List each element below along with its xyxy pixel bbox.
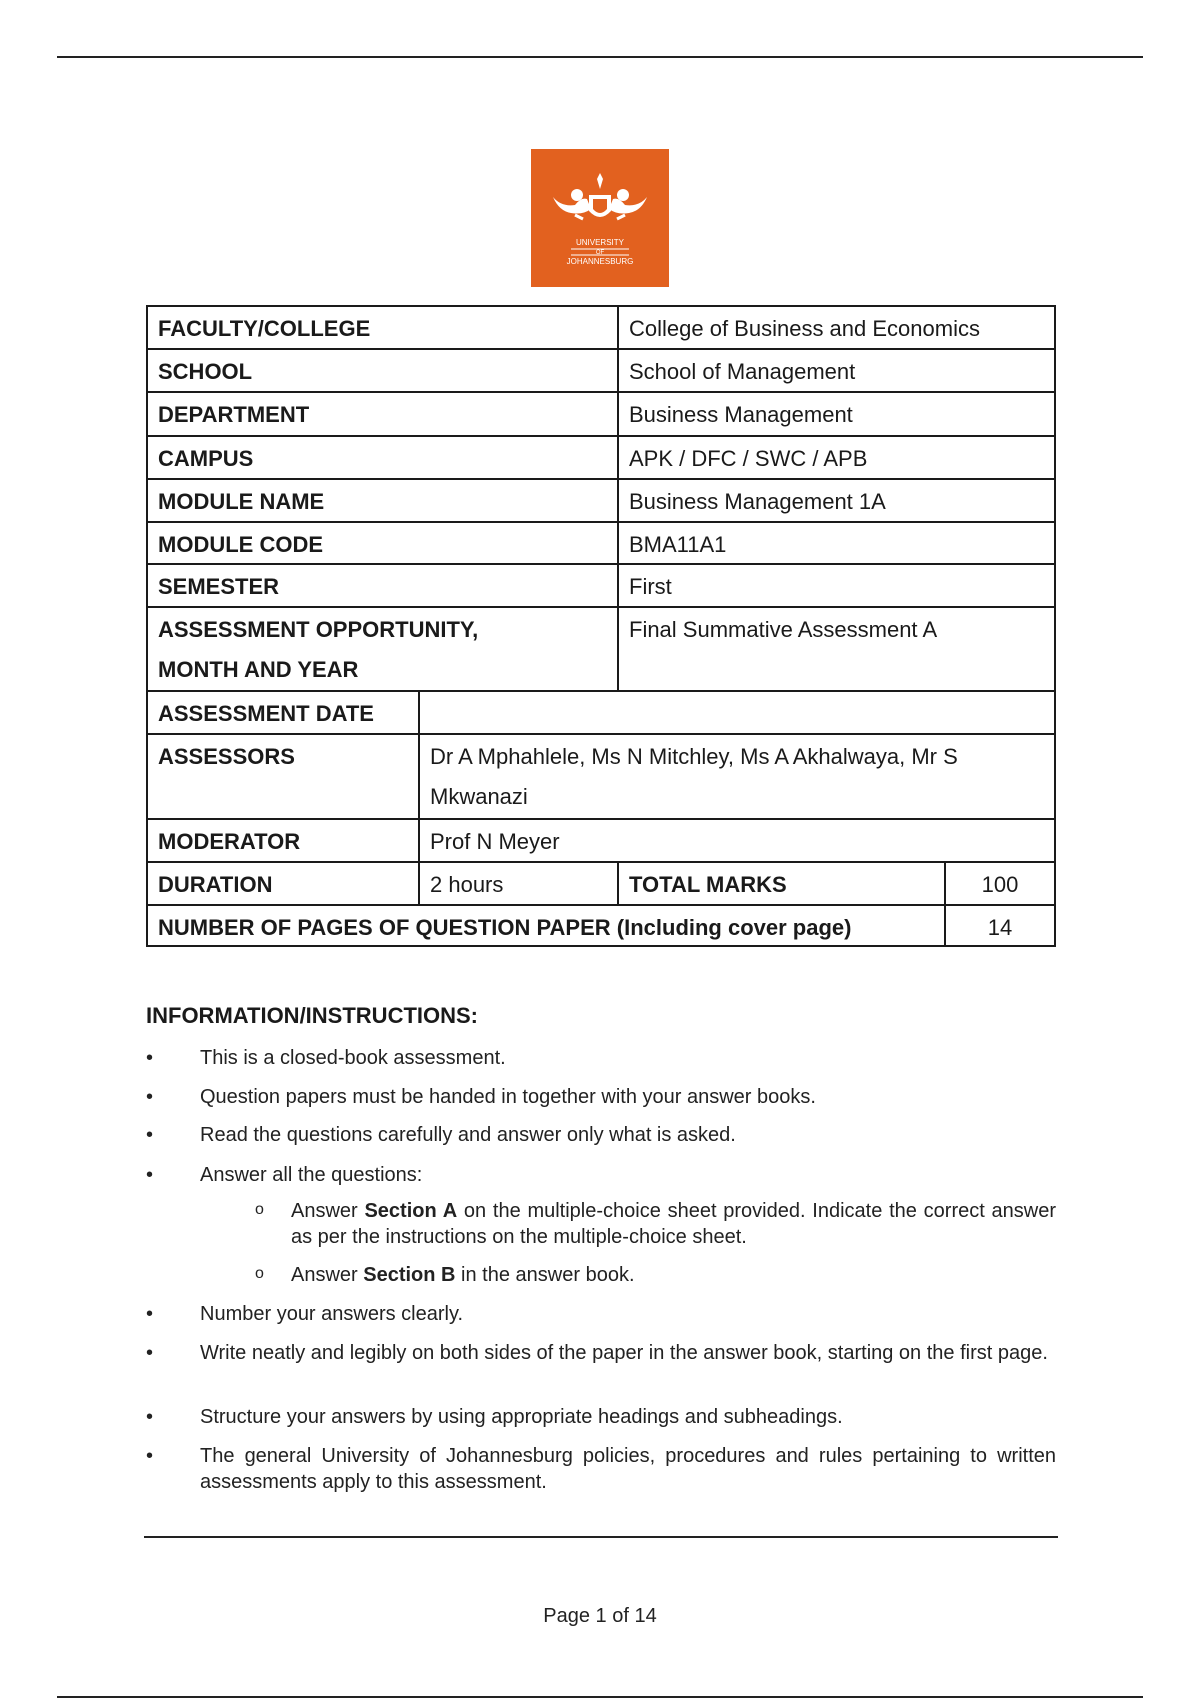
sub-b-post: in the answer book. (455, 1264, 635, 1286)
school-value: School of Management (629, 359, 856, 384)
moderator-label: MODERATOR (158, 829, 301, 854)
instruction-text: Write neatly and legibly on both sides of the paper in the answer book, starting on the first page. (200, 1342, 1048, 1364)
assessment-details-table (146, 305, 1056, 947)
sub-bullet: o (255, 1201, 264, 1218)
duration-value: 2 hours (430, 872, 504, 897)
sub-instruction-text (291, 1198, 1056, 1250)
module-code-label: MODULE CODE (158, 532, 323, 557)
opportunity-label-line2: MONTH AND YEAR (158, 657, 359, 682)
logo-line3: JOHANNESBURG (566, 257, 634, 266)
faculty-label: FACULTY/COLLEGE (158, 316, 371, 341)
top-rule (57, 56, 1143, 58)
sub-bullet: o (255, 1265, 264, 1282)
pages-label: NUMBER OF PAGES OF QUESTION PAPER (Including cover page) (158, 915, 852, 940)
bullet: • (146, 1124, 154, 1146)
sub-b-bold: Section B (363, 1264, 456, 1286)
total-marks-value: 100 (981, 872, 1019, 897)
module-name-value: Business Management 1A (629, 489, 886, 514)
bullet: • (146, 1086, 154, 1108)
university-logo (531, 149, 669, 287)
sub-b-pre: Answer (291, 1264, 364, 1286)
campus-value: APK / DFC / SWC / APB (629, 446, 868, 471)
bullet: • (146, 1445, 154, 1467)
bullet: • (146, 1342, 154, 1364)
semester-value: First (629, 574, 672, 599)
department-value: Business Management (629, 402, 853, 427)
instruction-text: Structure your answers by using appropriate headings and subheadings. (200, 1406, 843, 1428)
instruction-text: Answer all the questions: (200, 1164, 423, 1186)
module-code-value: BMA11A1 (629, 532, 727, 557)
bullet: • (146, 1303, 154, 1325)
logo-line2: OF (595, 250, 605, 256)
bullet: • (146, 1047, 154, 1069)
instruction-text: The general University of Johannesburg policies, procedures and rules pertaining to written assessments apply to this assessment. (200, 1445, 1056, 1493)
module-name-label: MODULE NAME (158, 489, 325, 514)
faculty-value: College of Business and Economics (629, 316, 980, 341)
instruction-text: Number your answers clearly. (200, 1303, 464, 1325)
bullet: • (146, 1406, 154, 1428)
school-label: SCHOOL (158, 359, 253, 384)
total-marks-label: TOTAL MARKS (629, 872, 787, 897)
assessors-label: ASSESSORS (158, 744, 295, 769)
sub-a-post: on the multiple-choice sheet provided. Indicate the correct answer as per the instructions on the multiple-choice sheet. (291, 1200, 1057, 1248)
opportunity-value: Final Summative Assessment A (629, 617, 938, 642)
instruction-text: Question papers must be handed in together with your answer books. (200, 1086, 816, 1108)
sub-a-pre: Answer (291, 1200, 365, 1222)
crest-icon (531, 149, 669, 287)
assessors-value-line2: Mkwanazi (430, 784, 528, 809)
instruction-text: Read the questions carefully and answer only what is asked. (200, 1124, 736, 1146)
instructions-title: INFORMATION/INSTRUCTIONS: (146, 1003, 479, 1028)
logo-line1: UNIVERSITY (575, 238, 625, 247)
bullet: • (146, 1164, 154, 1186)
pages-value: 14 (987, 915, 1013, 940)
footer-rule (144, 1536, 1058, 1538)
assessment-date-label: ASSESSMENT DATE (158, 701, 374, 726)
department-label: DEPARTMENT (158, 402, 310, 427)
sub-a-bold: Section A (364, 1200, 458, 1222)
semester-label: SEMESTER (158, 574, 280, 599)
duration-label: DURATION (158, 872, 273, 897)
bottom-rule (57, 1696, 1143, 1698)
assessment-date-value (420, 692, 440, 694)
campus-label: CAMPUS (158, 446, 254, 471)
page-number: Page 1 of 14 (543, 1605, 657, 1627)
instruction-text: This is a closed-book assessment. (200, 1047, 506, 1069)
opportunity-label-line1: ASSESSMENT OPPORTUNITY, (158, 617, 479, 642)
assessors-value-line1: Dr A Mphahlele, Ms N Mitchley, Ms A Akhalwaya, Mr S (430, 744, 958, 769)
moderator-value: Prof N Meyer (430, 829, 560, 854)
sub-instruction-text (291, 1262, 1056, 1288)
